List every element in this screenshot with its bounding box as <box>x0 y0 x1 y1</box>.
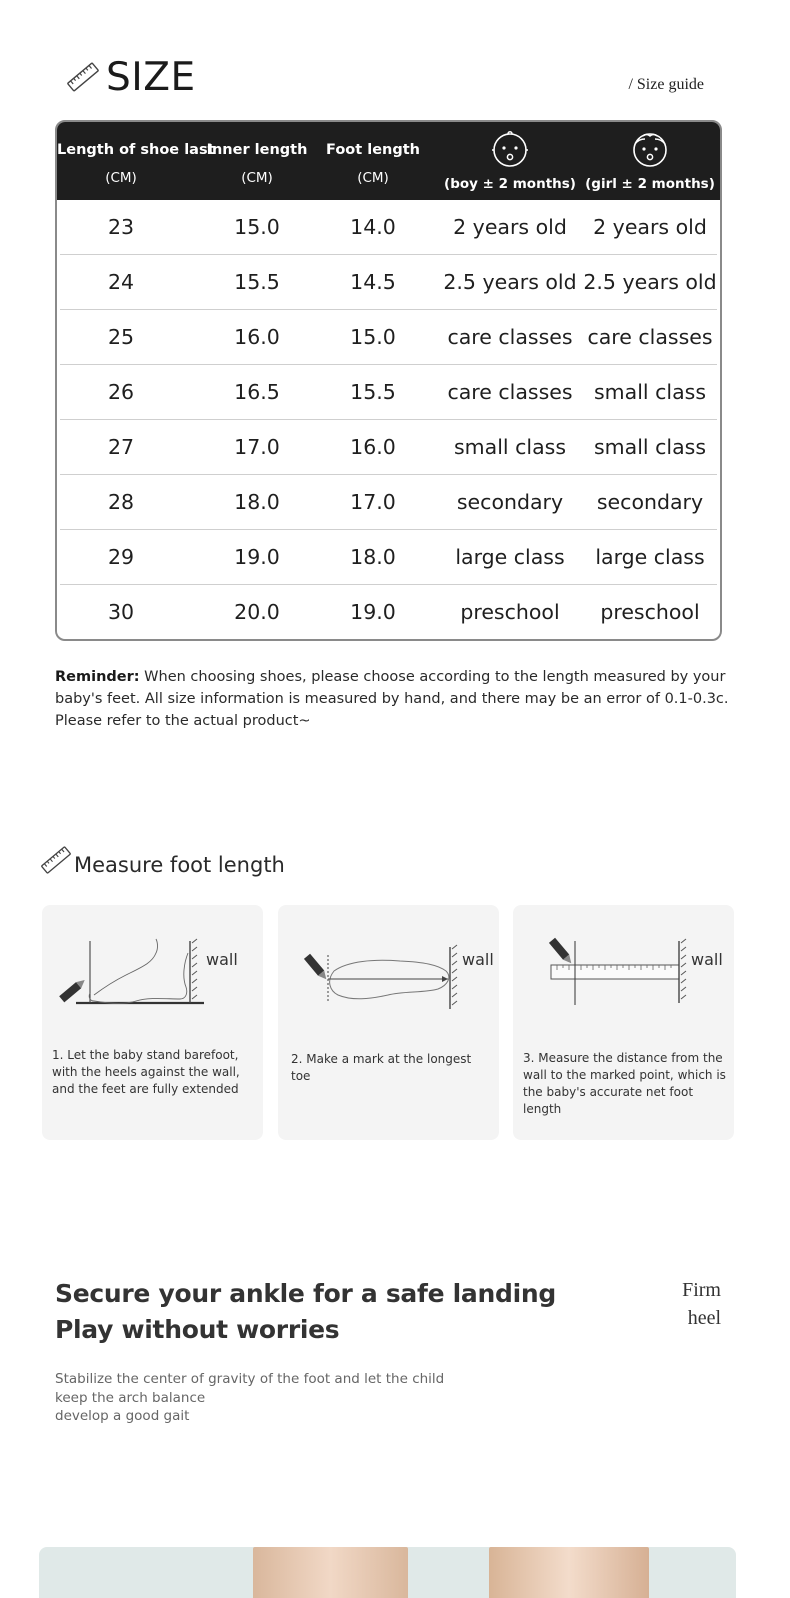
table-row: 29 19.0 18.0 large class large class <box>57 530 720 585</box>
measure-title: Measure foot length <box>74 853 285 877</box>
step-1-caption: 1. Let the baby stand barefoot, with the heels against the wall, and the feet are fully extended <box>52 1048 240 1096</box>
header-boy-age: (boy ± 2 months) <box>441 122 579 200</box>
baby-girl-icon <box>629 128 671 170</box>
measure-step-2 <box>278 905 499 1140</box>
table-header <box>57 122 720 200</box>
secure-description: Stabilize the center of gravity of the foot and let the child keep the arch balance develop a good gait <box>55 1371 445 1424</box>
table-row: 30 20.0 19.0 preschool preschool <box>107 600 700 624</box>
size-guide-label: / Size guide <box>628 76 704 93</box>
table-row: 27 17.0 16.0 small class small class <box>57 420 720 475</box>
size-header <box>66 52 196 102</box>
step-3-caption: 3. Measure the distance from the wall to the marked point, which is the baby's accurate net foot length <box>523 1051 726 1116</box>
firm-heel-label: Firm heel <box>682 1279 721 1329</box>
measure-step-1 <box>42 905 263 1140</box>
mark-longest-toe-illustration <box>278 927 499 1037</box>
header-shoe-last: Length of shoe last (CM) <box>57 142 215 186</box>
size-title: SIZE <box>106 54 196 100</box>
baby-boy-icon <box>489 128 531 170</box>
wall-label: wall <box>691 950 723 969</box>
ruler-icon <box>40 844 72 876</box>
measure-distance-illustration <box>513 927 734 1037</box>
ruler-icon <box>66 60 100 94</box>
table-row: 28 18.0 17.0 secondary secondary <box>57 475 720 530</box>
header-foot-length: Foot length (CM) <box>326 142 420 186</box>
wall-label: wall <box>462 950 494 969</box>
product-photo <box>39 1547 736 1598</box>
wall-label: wall <box>206 950 238 969</box>
header-girl-age: (girl ± 2 months) <box>581 122 719 200</box>
leg-right <box>489 1547 649 1598</box>
size-table <box>55 120 722 641</box>
measure-header <box>40 842 285 878</box>
reminder-text <box>55 666 735 732</box>
secure-heading-line-2: Play without worries <box>55 1315 340 1344</box>
leg-left <box>253 1547 408 1598</box>
table-body <box>57 200 720 640</box>
measure-step-3 <box>513 905 734 1140</box>
reminder-label: Reminder: <box>55 669 140 685</box>
table-row: 23 15.0 14.0 2 years old 2 years old <box>57 200 720 255</box>
foot-against-wall-illustration <box>42 927 263 1037</box>
reminder-body: When choosing shoes, please choose according to the length measured by your baby's feet. All size information is measured by hand, and there may be an error of 0.1-0.3c. Please refer to the actual product~ <box>55 669 729 729</box>
secure-heading-line-1: Secure your ankle for a safe landing <box>55 1279 556 1308</box>
table-row: 26 16.5 15.5 care classes small class <box>57 365 720 420</box>
step-2-caption: 2. Make a mark at the longest toe <box>291 1052 472 1083</box>
table-row: 25 16.0 15.0 care classes care classes <box>57 310 720 365</box>
table-row: 24 15.5 14.5 2.5 years old 2.5 years old <box>57 255 720 310</box>
header-inner-length: Inner length (CM) <box>206 142 308 186</box>
secure-heading <box>55 1276 556 1348</box>
